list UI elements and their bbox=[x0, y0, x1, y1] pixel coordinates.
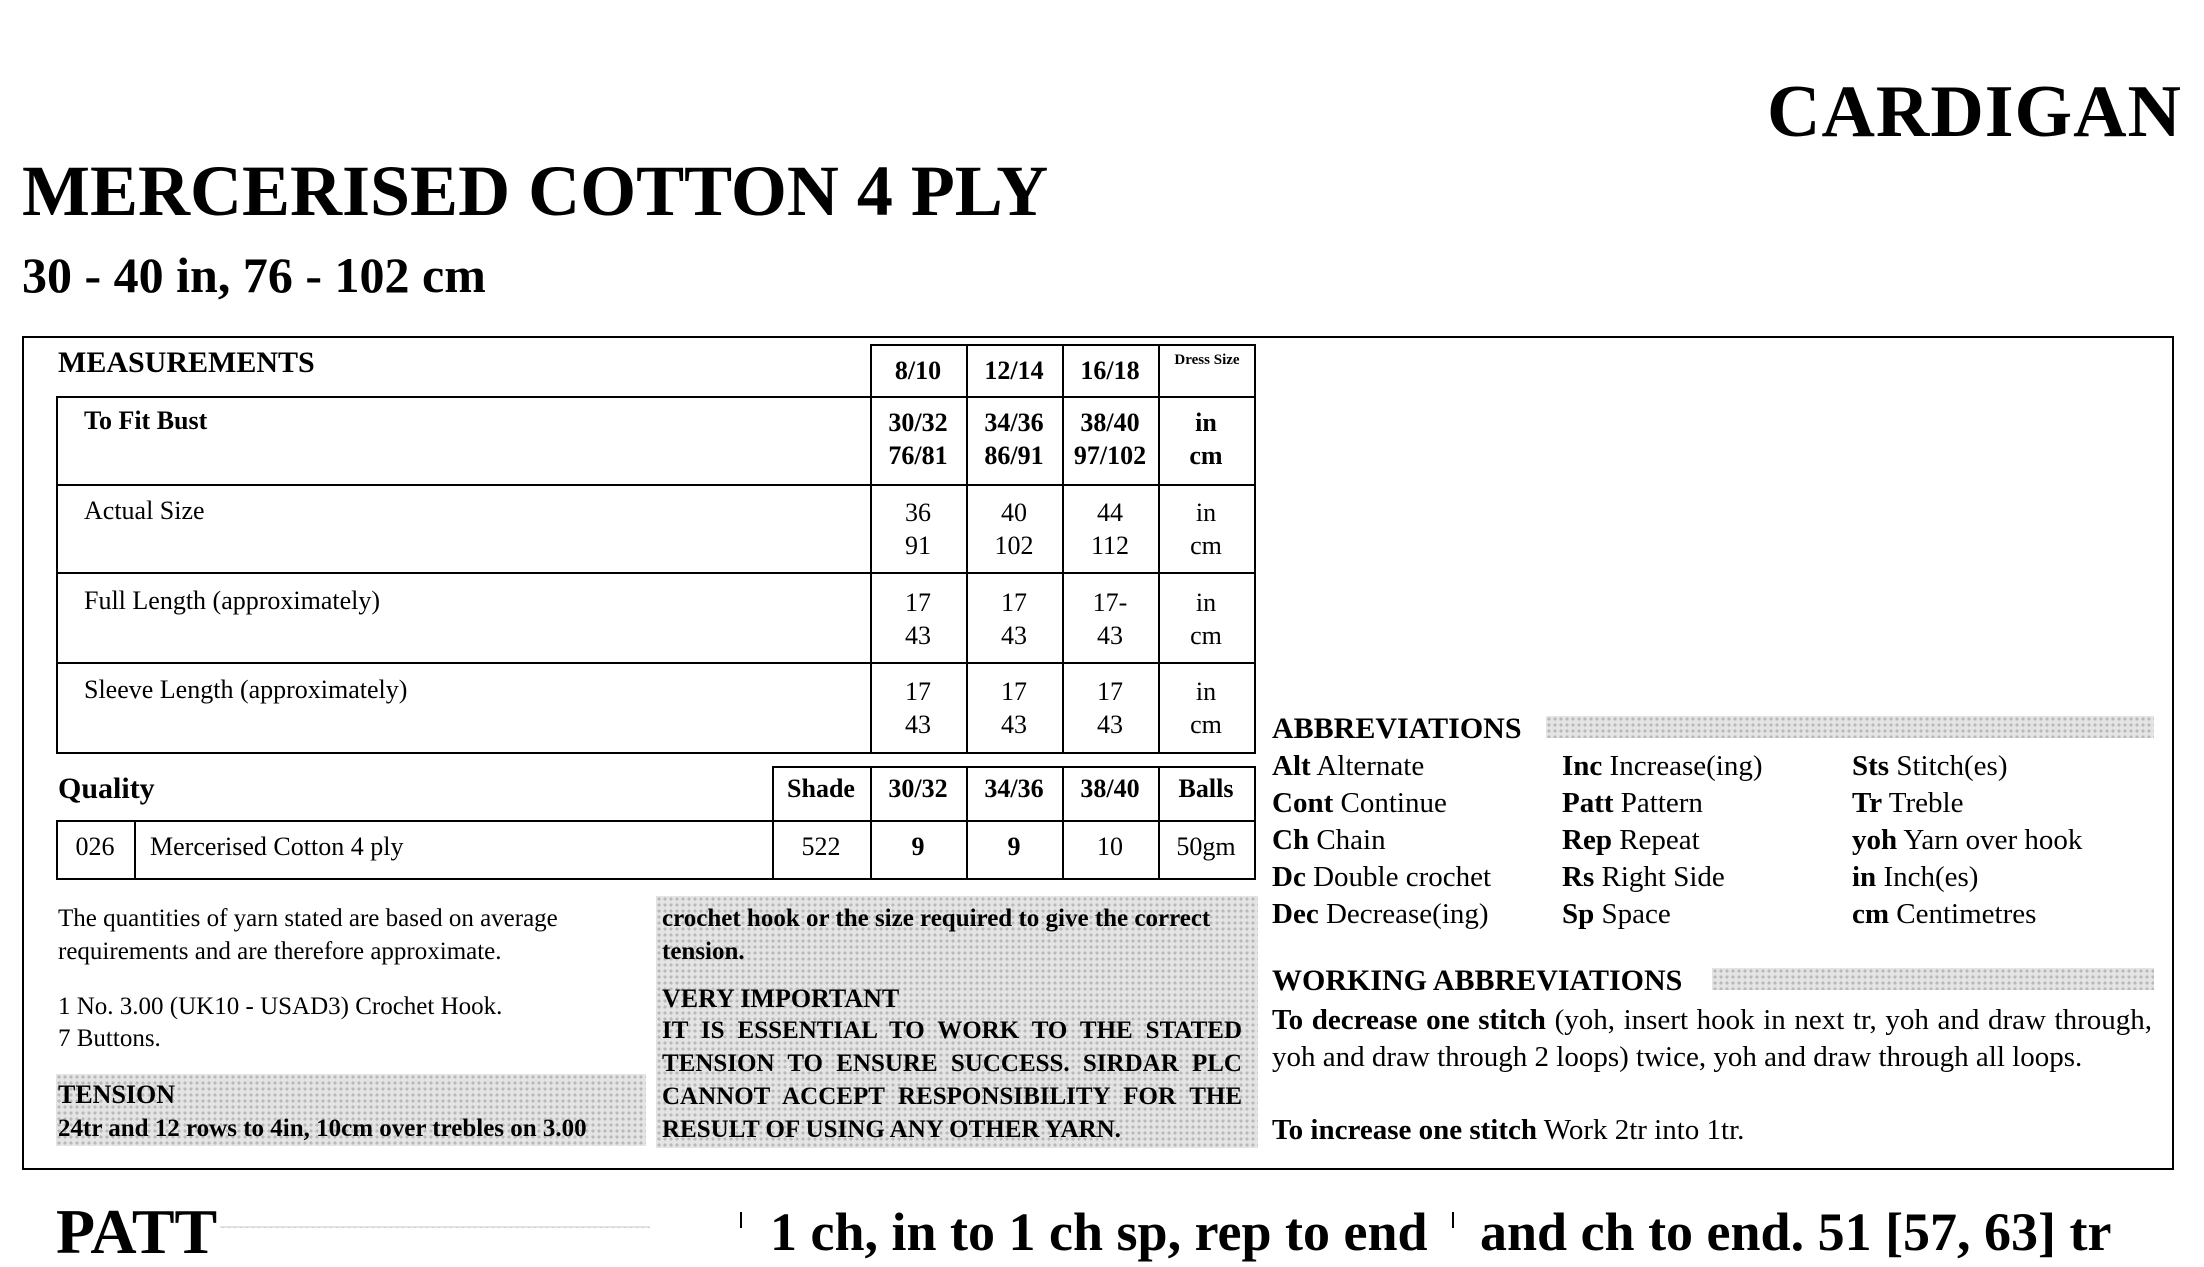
hook-continuation: crochet hook or the size required to give the correct tension. bbox=[662, 905, 1211, 965]
balls-value: 9 bbox=[1007, 832, 1021, 861]
table-cell: 17 43 bbox=[905, 677, 931, 739]
heading-rule bbox=[1712, 968, 2154, 990]
working-abbreviations-heading: WORKING ABBREVIATIONS bbox=[1272, 964, 1683, 997]
yarn-name: Mercerised Cotton 4 ply bbox=[150, 832, 404, 861]
tension-text: 24tr and 12 rows to 4in, 10cm over trebles on 3.00 bbox=[58, 1115, 587, 1142]
table-cell: 17 43 bbox=[1001, 588, 1027, 650]
yarn-code: 026 bbox=[75, 832, 115, 861]
unit-cell: in cm bbox=[1190, 498, 1222, 560]
unit-cell: in cm bbox=[1190, 588, 1222, 650]
abbreviations-heading: ABBREVIATIONS bbox=[1272, 712, 1522, 745]
quality-header: 30/32 bbox=[888, 774, 948, 803]
pattern-text: and ch to end. 51 [57, 63] tr bbox=[1480, 1202, 2112, 1262]
decrease-instruction: To decrease one stitch (yoh, insert hook in next tr, yoh and draw through, yoh and draw through 2 loops) twice, yoh and draw through all loops. bbox=[1272, 1004, 2153, 1073]
column-divider bbox=[740, 1212, 742, 1228]
yarn-title: MERCERISED COTTON 4 PLY bbox=[22, 151, 1049, 231]
table-cell: 30/32 76/81 bbox=[888, 408, 948, 470]
size-range: 30 - 40 in, 76 - 102 cm bbox=[22, 247, 486, 303]
table-cell: 17 43 bbox=[1001, 677, 1027, 739]
table-cell: 17- 43 bbox=[1092, 588, 1128, 650]
row-label: To Fit Bust bbox=[84, 406, 208, 435]
size-header: 16/18 bbox=[1080, 356, 1140, 385]
table-line bbox=[772, 766, 1256, 768]
garment-title: CARDIGAN bbox=[1767, 71, 2182, 153]
pattern-heading: PATT bbox=[56, 1196, 218, 1267]
measurements-heading: MEASUREMENTS bbox=[58, 346, 315, 379]
table-line bbox=[134, 820, 136, 880]
size-header: 12/14 bbox=[984, 356, 1044, 385]
table-line bbox=[56, 878, 1256, 880]
unit-cell: in cm bbox=[1190, 677, 1222, 739]
quality-heading: Quality bbox=[58, 772, 155, 805]
row-label: Full Length (approximately) bbox=[84, 586, 381, 615]
table-cell: 44 112 bbox=[1090, 498, 1130, 560]
abbreviation-column: Sts Stitch(es) Tr Treble yoh Yarn over hook in Inch(es) cm Centimetres bbox=[1852, 750, 2083, 930]
balls-value: 10 bbox=[1097, 832, 1123, 861]
quality-header: Shade bbox=[787, 774, 855, 803]
shade-value: 522 bbox=[801, 832, 841, 861]
abbreviation-column: Inc Increase(ing) Patt Pattern Rep Repeat Rs Right Side Sp Space bbox=[1562, 750, 1763, 930]
column-divider bbox=[1452, 1212, 1454, 1228]
size-header: 8/10 bbox=[894, 356, 942, 385]
dress-size-header: Dress Size bbox=[1174, 352, 1240, 368]
quality-header: Balls bbox=[1178, 774, 1234, 803]
important-heading: VERY IMPORTANT bbox=[662, 984, 900, 1013]
heading-rule bbox=[220, 1226, 650, 1228]
table-cell: 34/36 86/91 bbox=[984, 408, 1044, 470]
table-line bbox=[1254, 344, 1256, 398]
buttons-requirement: 7 Buttons. bbox=[58, 1025, 161, 1052]
row-label: Sleeve Length (approximately) bbox=[84, 675, 408, 704]
increase-instruction: To increase one stitch Work 2tr into 1tr. bbox=[1272, 1114, 1745, 1146]
heading-rule bbox=[1546, 716, 2154, 738]
abbreviation-column: Alt Alternate Cont Continue Ch Chain Dc Double crochet Dec Decrease(ing) bbox=[1272, 750, 1492, 930]
tension-heading: TENSION bbox=[58, 1080, 176, 1109]
table-cell: 17 43 bbox=[905, 588, 931, 650]
quality-header: 34/36 bbox=[984, 774, 1044, 803]
table-line bbox=[1254, 766, 1256, 880]
table-cell: 38/40 97/102 bbox=[1073, 408, 1147, 470]
table-cell: 17 43 bbox=[1097, 677, 1123, 739]
yarn-quantity-note: The quantities of yarn stated are based on average requirements and are therefore approximate. bbox=[58, 905, 558, 965]
quality-header: 38/40 bbox=[1080, 774, 1140, 803]
important-text: IT IS ESSENTIAL TO WORK TO THE STATED TENSION TO ENSURE SUCCESS. SIRDAR PLC CANNOT ACCEPT RESPONSIBILITY FOR THE RESULT OF USING ANY OTHER YARN. bbox=[662, 1017, 1242, 1143]
balls-value: 9 bbox=[911, 832, 925, 861]
row-label: Actual Size bbox=[84, 496, 205, 525]
hook-requirement: 1 No. 3.00 (UK10 - USAD3) Crochet Hook. bbox=[58, 993, 503, 1020]
pattern-text: 1 ch, in to 1 ch sp, rep to end bbox=[770, 1202, 1428, 1262]
ball-weight: 50gm bbox=[1176, 832, 1236, 861]
unit-cell: in cm bbox=[1189, 408, 1223, 470]
table-cell: 36 91 bbox=[905, 498, 931, 560]
table-line bbox=[56, 820, 1256, 822]
table-cell: 40 102 bbox=[994, 498, 1034, 560]
